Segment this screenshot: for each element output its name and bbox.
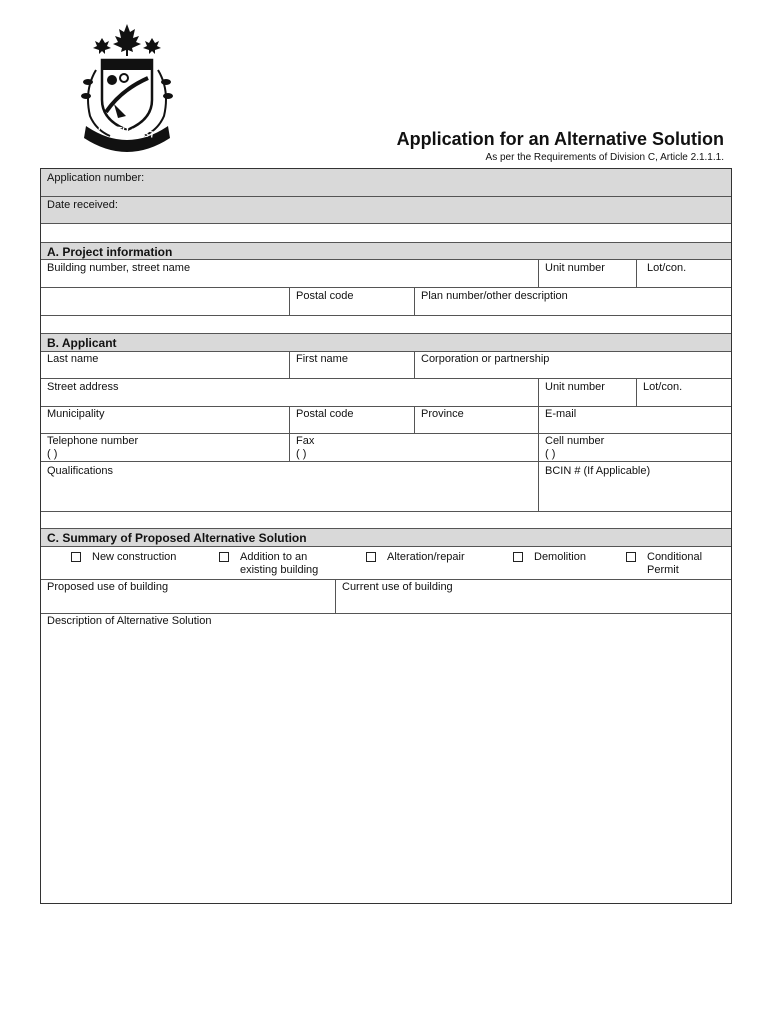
first-name-field[interactable] [292, 366, 412, 377]
fax-area-code: ( ) [296, 448, 307, 460]
first-name-label: First name [296, 353, 348, 365]
postal-code-label-a: Postal code [296, 290, 354, 302]
unit-number-label-b: Unit number [545, 381, 605, 393]
crest-banner-text: PERTH EAST [97, 122, 156, 140]
alteration-repair-checkbox[interactable] [366, 552, 376, 562]
postal-code-field-a[interactable] [292, 303, 412, 314]
municipality-field[interactable] [43, 421, 287, 432]
last-name-field[interactable] [43, 366, 287, 377]
date-received-label: Date received: [47, 199, 118, 211]
new-construction-label: New construction [92, 551, 177, 563]
cell-field[interactable] [591, 448, 727, 460]
telephone-area-code: ( ) [47, 448, 58, 460]
lot-con-label-a: Lot/con. [647, 262, 687, 274]
last-name-label: Last name [47, 353, 99, 365]
qualifications-field[interactable] [43, 479, 533, 509]
lot-con-label-b: Lot/con. [643, 381, 683, 393]
conditional-permit-checkbox[interactable] [626, 552, 636, 562]
date-received-field[interactable] [141, 198, 721, 220]
conditional-permit-label-line2: Permit [647, 564, 679, 576]
telephone-label: Telephone number [47, 435, 139, 447]
section-c-heading: C. Summary of Proposed Alternative Solution [47, 531, 307, 545]
street-address-label: Street address [47, 381, 119, 393]
addition-checkbox[interactable] [219, 552, 229, 562]
addition-label-line1: Addition to an [240, 551, 308, 563]
section-a-heading: A. Project information [47, 245, 173, 259]
email-field[interactable] [541, 421, 729, 432]
section-b-heading: B. Applicant [47, 336, 117, 350]
street-address-field[interactable] [43, 394, 533, 405]
province-field[interactable] [417, 421, 536, 432]
corporation-label: Corporation or partnership [421, 353, 550, 365]
postal-code-label-b: Postal code [296, 408, 354, 420]
application-form [40, 168, 732, 904]
description-label: Description of Alternative Solution [47, 615, 212, 627]
plan-number-label: Plan number/other description [421, 290, 568, 302]
description-field[interactable] [43, 631, 729, 901]
building-number-label: Building number, street name [47, 262, 191, 274]
new-construction-checkbox[interactable] [71, 552, 81, 562]
cell-label: Cell number [545, 435, 605, 447]
municipality-label: Municipality [47, 408, 105, 420]
form-subtitle: As per the Requirements of Division C, Article 2.1.1.1. [485, 152, 724, 163]
bcin-label: BCIN # (If Applicable) [545, 465, 651, 477]
alteration-repair-label: Alteration/repair [387, 551, 465, 563]
demolition-checkbox[interactable] [513, 552, 523, 562]
corporation-field[interactable] [417, 366, 729, 377]
unit-number-label-a: Unit number [545, 262, 605, 274]
cell-area-code: ( ) [545, 448, 556, 460]
qualifications-label: Qualifications [47, 465, 114, 477]
demolition-label: Demolition [534, 551, 586, 563]
application-number-label: Application number: [47, 172, 145, 184]
postal-code-field-b[interactable] [292, 421, 412, 432]
address-line-field-a[interactable] [43, 289, 287, 313]
form-title: Application for an Alternative Solution [396, 129, 724, 149]
current-use-field[interactable] [338, 595, 729, 611]
unit-number-field-b[interactable] [541, 394, 633, 405]
plan-number-field[interactable] [417, 303, 729, 314]
section-b-header-bar [41, 334, 731, 351]
telephone-field[interactable] [101, 448, 281, 460]
proposed-use-field[interactable] [43, 595, 333, 611]
bcin-field[interactable] [541, 479, 729, 509]
unit-number-field-a[interactable] [541, 275, 633, 286]
proposed-use-label: Proposed use of building [47, 581, 169, 593]
fax-field[interactable] [341, 448, 531, 460]
addition-label-line2: existing building [240, 564, 319, 576]
building-number-field[interactable] [43, 275, 533, 286]
fax-label: Fax [296, 435, 315, 447]
conditional-permit-label-line1: Conditional [647, 551, 703, 563]
application-number-field[interactable] [161, 171, 721, 193]
current-use-label: Current use of building [342, 581, 453, 593]
province-label: Province [421, 408, 464, 420]
lot-con-field-a[interactable] [639, 275, 729, 286]
email-label: E-mail [545, 408, 577, 420]
lot-con-field-b[interactable] [639, 394, 729, 405]
